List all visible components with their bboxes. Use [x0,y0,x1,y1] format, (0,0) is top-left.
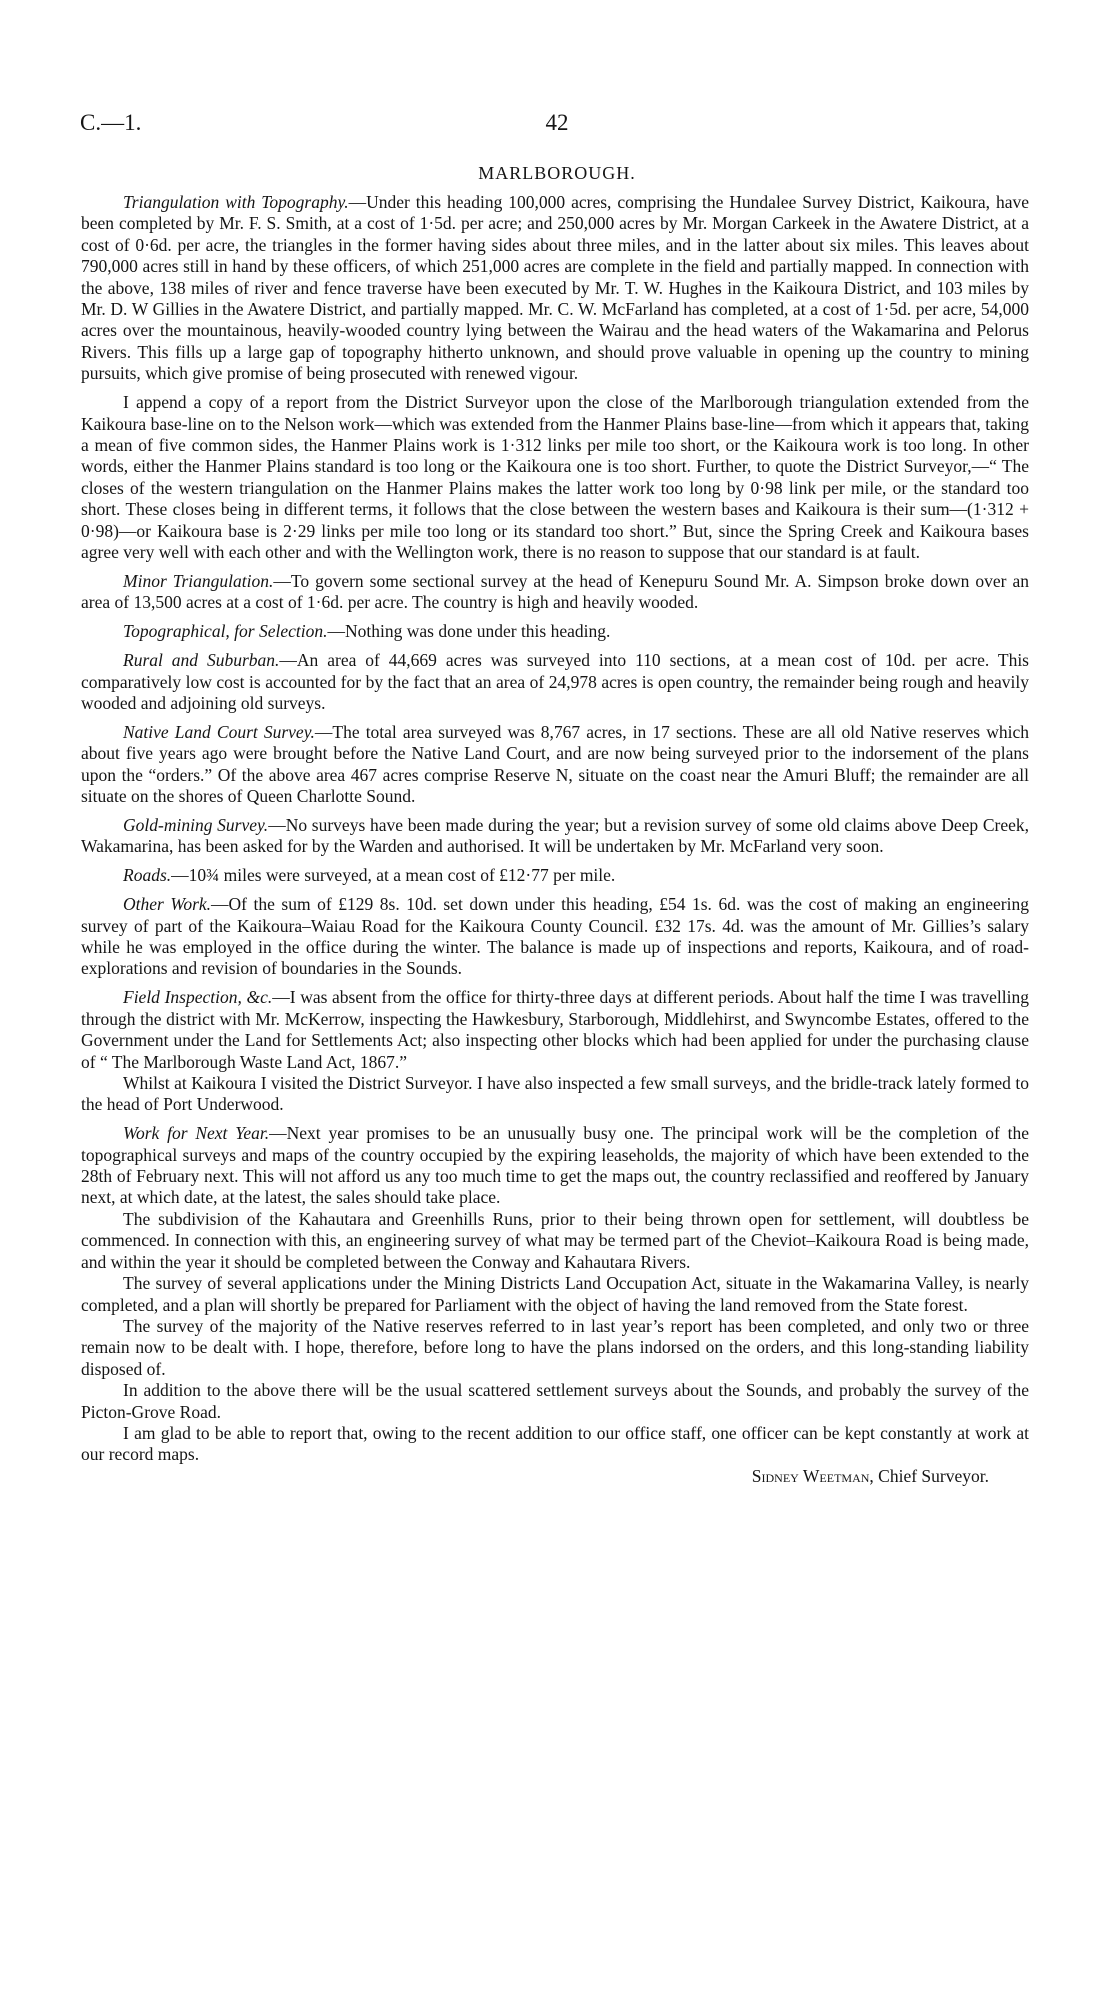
paragraph-heading: Other Work. [123,894,212,915]
paragraph [81,815,1029,858]
paragraph-heading: Rural and Suburban. [123,650,280,671]
paragraph [81,1273,1029,1316]
paragraph-text: Whilst at Kaikoura I visited the District Surveyor. I have also inspected a few small surveys, and the bridle-track lately formed to the head of Port Underwood. [81,1072,1029,1115]
paragraph-heading: Native Land Court Survey. [123,721,315,742]
paragraph [81,650,1029,714]
paragraph [81,1380,1029,1423]
paragraph-text: The survey of the majority of the Native reserves referred to in last year’s report has been completed, and only two or three remain now to be dealt with. I hope, therefore, before long to have the plans indorsed on the orders, and this long-standing liability disposed of. [81,1315,1029,1379]
signatory-name: Sidney Weetman [751,1465,870,1486]
paragraph [81,192,1029,385]
paragraph [81,1209,1029,1273]
paragraph-text: —An area of 44,669 acres was surveyed into 110 sections, at a mean cost of 10d. per acre. This comparatively low cost is accounted for by the fact that an area of 24,978 acres is open country, the remainder being rough and heavily wooded and adjoining old surveys. [81,650,1029,713]
report-body [81,192,1029,1495]
paragraph-heading: Roads. [123,865,172,886]
paragraph-heading: Topographical, for Selection. [123,621,328,642]
page-number: 42 [545,110,569,135]
paragraph-heading: Field Inspection, &c. [123,987,273,1008]
paragraph-text: I am glad to be able to report that, owing to the recent addition to our office staff, one officer can be kept constantly at work at our record maps. [81,1422,1029,1465]
paragraph-heading: Work for Next Year. [123,1123,270,1144]
paragraph-text: I append a copy of a report from the District Surveyor upon the close of the Marlborough triangulation extended from the Kaikoura base-line on to the Nelson work—which was extended from the Hanmer Plains base-line—from which it appears that, taking a mean of five common sides, the Hanmer Plains work is 1·312 links per mile too short, or the Kaikoura work is too long. In other words, either the Hanmer Plains standard is too long or the Kaikoura one is too short. Further, to quote the District Surveyor,—“ The closes of the western triangulation on the Hanmer Plains makes the latter work too long by 0·98 link per mile, or the standard too short. These closes being in different terms, it follows that the close between the western bases and Kaikoura is their sum—(1·312 + 0·98)—or Kaikoura base is 2·29 links per mile too long or its standard too short.” But, since the Spring Creek and Kaikoura bases agree very well with each other and with the Wellington work, there is no reason to suppose that our standard is at fault. [81,392,1029,562]
paragraph [81,865,1029,886]
paragraph-text: —Of the sum of £129 8s. 10d. set down under this heading, £54 1s. 6d. was the cost of making an engineering survey of part of the Kaikoura–Waiau Road for the Kaikoura County Council. £32 17s. 4d. was the amount of Mr. Gillies’s salary while he was employed in the office during the winter. The balance is made up of inspections and reports, Kaikoura, and of road-explorations and revision of boundaries in the Sounds. [81,894,1029,979]
paragraph-text: —Nothing was done under this heading. [327,621,611,642]
paragraph [81,621,1029,642]
paragraph-text: The survey of several applications under the Mining Districts Land Occupation Act, situate in the Wakamarina Valley, is nearly completed, and a plan will shortly be prepared for Parliament with the object of having the land removed from the State forest. [81,1273,1029,1315]
paragraph-text: —To govern some sectional survey at the head of Kenepuru Sound Mr. A. Simpson broke down over an area of 13,500 acres at a cost of 1·6d. per acre. The country is high and heavily wooded. [81,570,1029,613]
paragraph-text: —Under this heading 100,000 acres, comprising the Hundalee Survey District, Kaikoura, have been completed by Mr. F. S. Smith, at a cost of 1·5d. per acre; and 250,000 acres by Mr. Morgan Carkeek in the Awatere District, at a cost of 0·6d. per acre, the triangles in the former having sides about three miles, and in the latter about six miles. This leaves about 790,000 acres still in hand by these officers, of which 251,000 acres are complete in the field and partially mapped. In connection with the above, 138 miles of river and fence traverse have been executed by Mr. T. W. Hughes in the Kaikoura District, and 103 miles by Mr. D. W Gillies in the Awatere District, and partially mapped. Mr. C. W. McFarland has completed, at a cost of 1·5d. per acre, 54,000 acres over the mountainous, heavily-wooded country lying between the Wairau and the head waters of the Wakamarina and Pelorus Rivers. This fills up a large gap of topography hitherto unknown, and should prove valuable in opening up the country to mining pursuits, which give promise of being prosecuted with renewed vigour. [81,192,1029,384]
page-header [80,110,1034,150]
paragraph [81,1123,1029,1209]
paragraph-heading: Triangulation with Topography. [123,192,349,212]
paragraph-text: —I was absent from the office for thirty-three days at different periods. About half the time I was travelling through the district with Mr. McKerrow, inspecting the Hawkesbury, Starborough, Middlehirst, and Swyncombe Estates, offered to the Government under the Land for Settlements Act; also inspecting other blocks which had been applied for under the purchasing clause of “ The Marlborough Waste Land Act, 1867.” [81,987,1029,1072]
paragraph-text: —Next year promises to be an unusually busy one. The principal work will be the completion of the topographical surveys and maps of the country occupied by the expiring leaseholds, the majority of which have been extended to the 28th of February next. This will not afford us any too much time to get the maps out, the country reclassified and reoffered by January next, at which date, at the latest, the sales should take place. [81,1123,1029,1208]
paragraph [81,987,1029,1073]
signature [81,1466,1029,1487]
paragraph-heading: Minor Triangulation. [123,570,274,591]
document-reference: C.—1. [80,110,142,135]
paragraph-text: In addition to the above there will be the usual scattered settlement surveys about the Sounds, and probably the survey of the Picton-Grove Road. [81,1380,1029,1422]
paragraph [81,571,1029,614]
paragraph [81,1073,1029,1116]
paragraph-text: —10¾ miles were surveyed, at a mean cost of £12·77 per mile. [171,865,616,886]
paragraph-text: The subdivision of the Kahautara and Greenhills Runs, prior to their being thrown open for settlement, will doubtless be commenced. In connection with this, an engineering survey of what may be termed part of the Cheviot–Kaikoura Road is being made, and within the year it should be completed between the Conway and Kahautara Rivers. [81,1208,1029,1272]
signatory-title: , Chief Surveyor. [869,1465,989,1486]
paragraph-text: —The total area surveyed was 8,767 acres, in 17 sections. These are all old Native reserves which about five years ago were brought before the Native Land Court, and are now being surveyed prior to the indorsement of the plans upon the “orders.” Of the above area 467 acres comprise Reserve N, situate on the coast near the Amuri Bluff; the remainder are all situate on the shores of Queen Charlotte Sound. [81,721,1030,807]
paragraph [81,722,1029,808]
paragraph-heading: Gold-mining Survey. [123,814,269,835]
paragraph [81,1423,1029,1466]
section-title: MARLBOROUGH. [478,163,636,183]
paragraph [81,1316,1029,1380]
paragraph [81,894,1029,980]
paragraph-text: —No surveys have been made during the year; but a revision survey of some old claims above Deep Creek, Wakamarina, has been asked for by the Warden and authorised. It will be undertaken by Mr. McFarland very soon. [81,814,1029,857]
paragraph [81,392,1029,563]
